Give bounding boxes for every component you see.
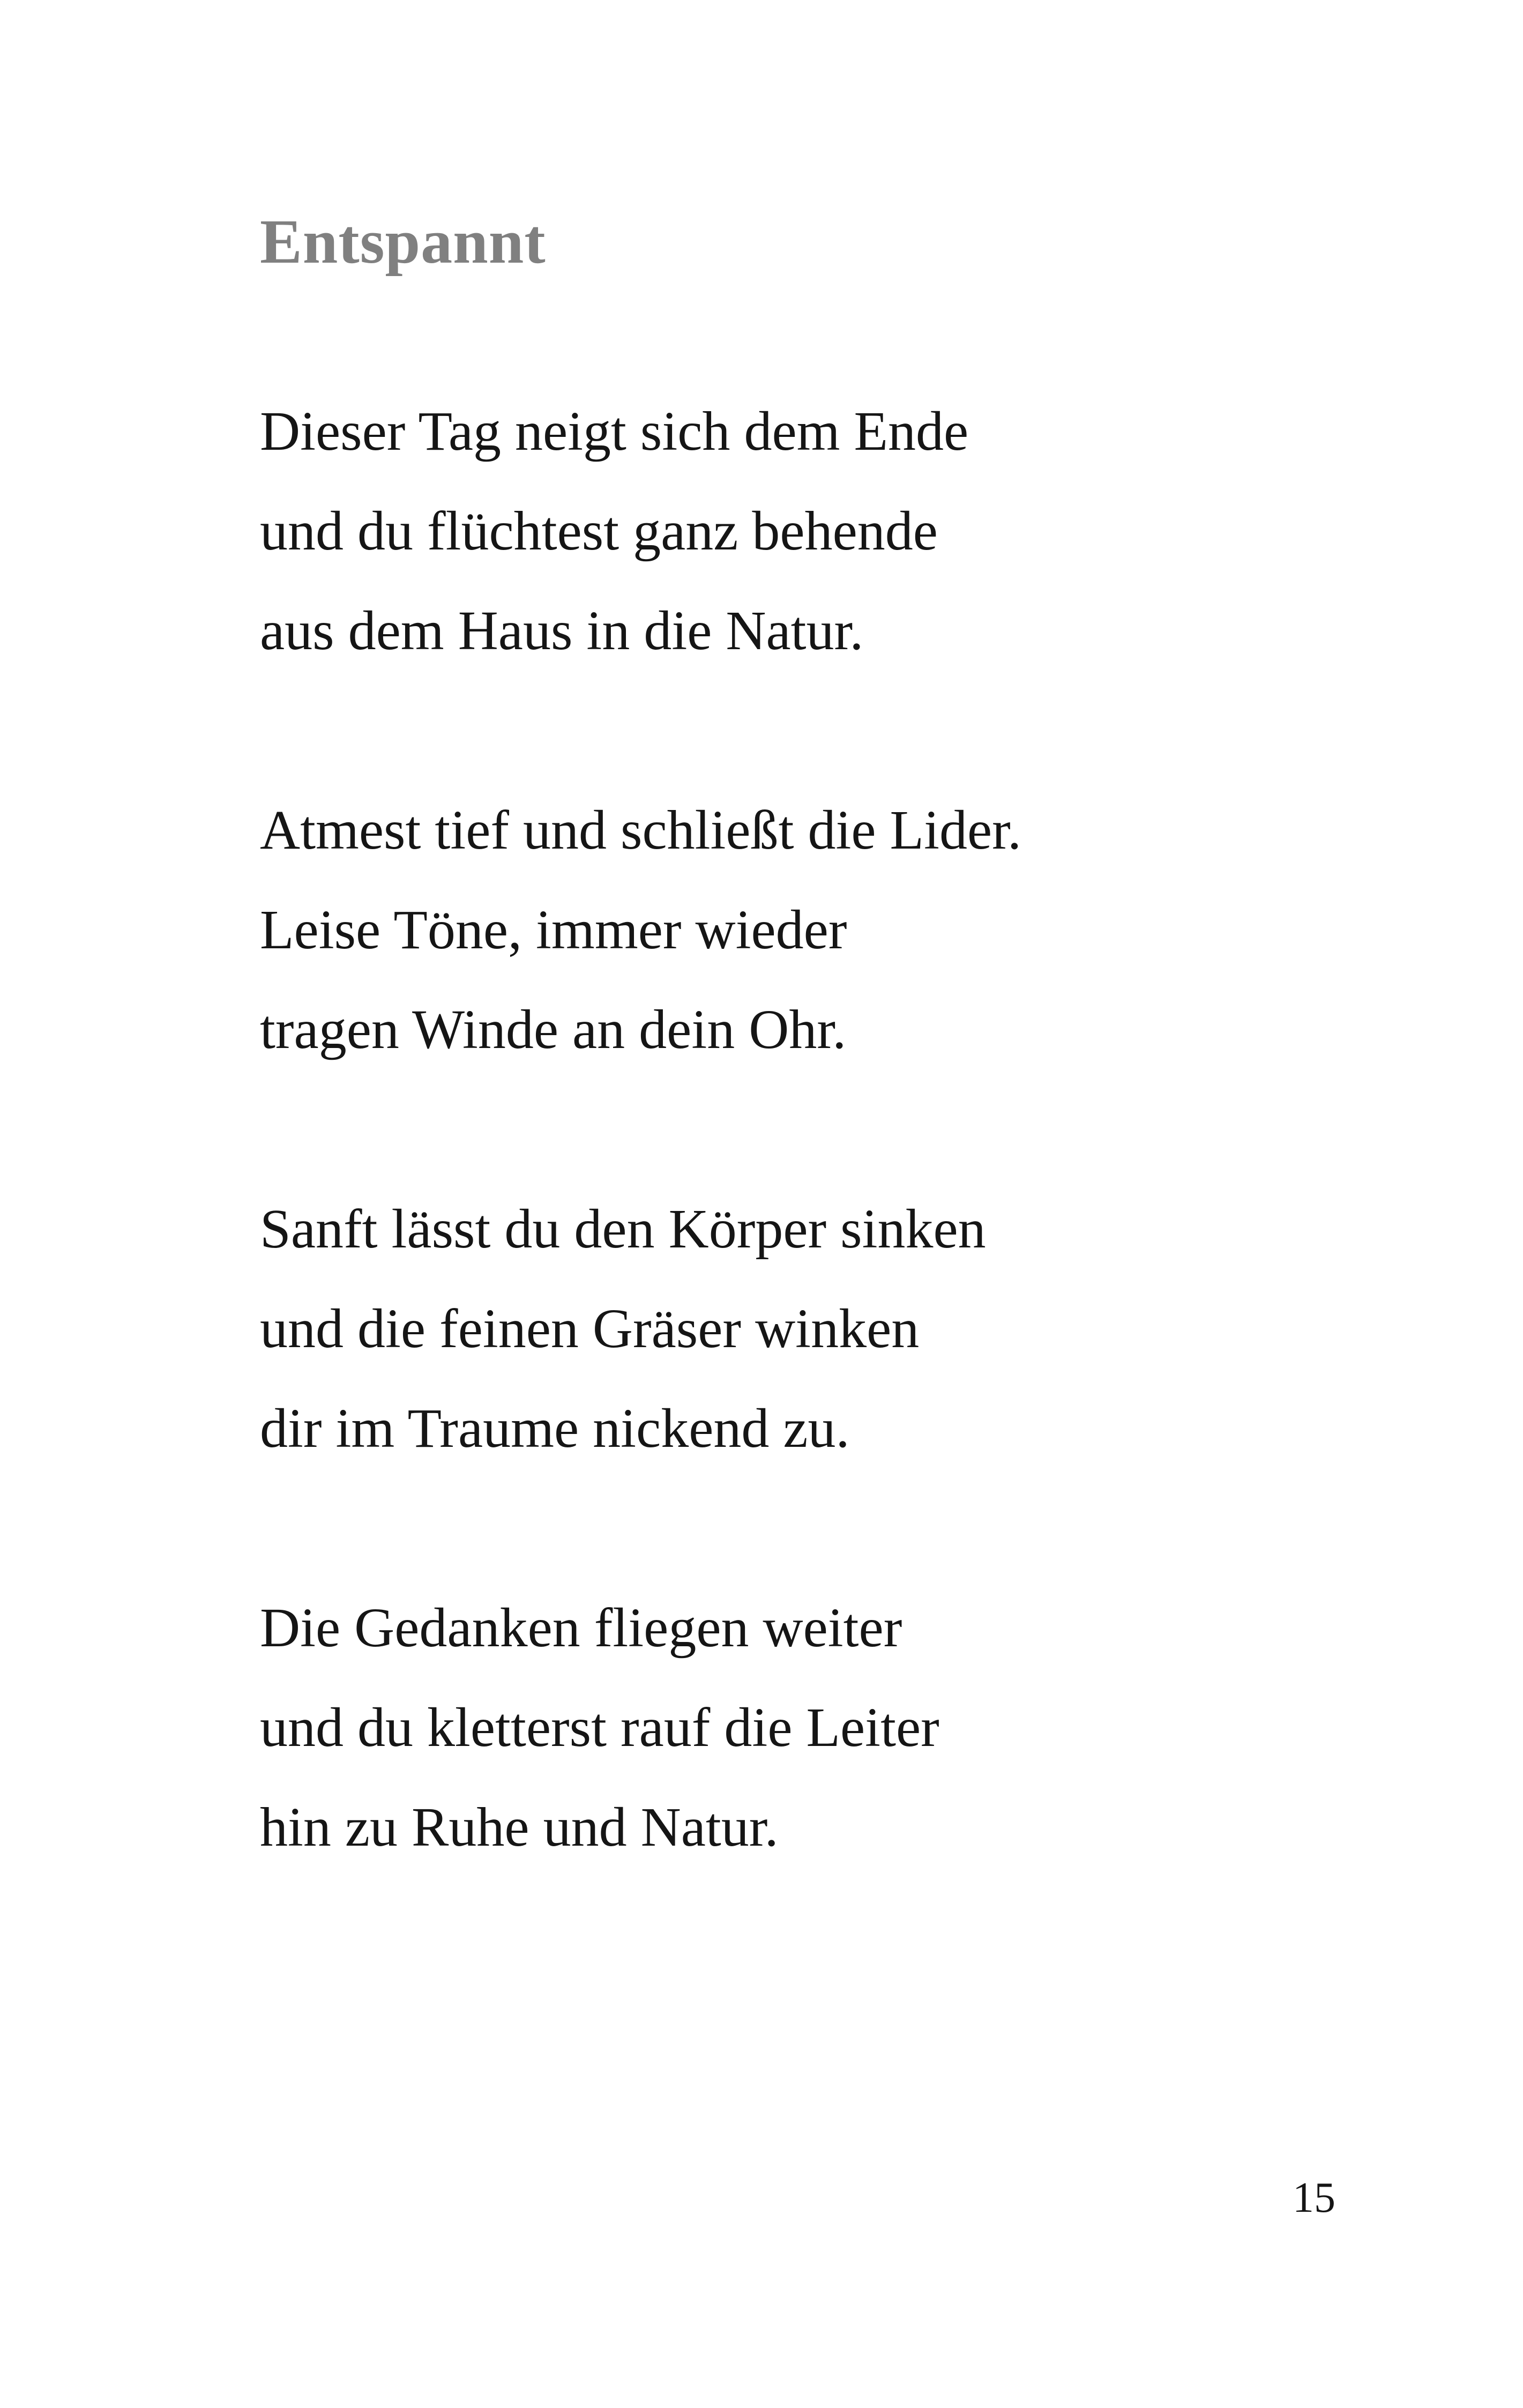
poem-line: dir im Traume nickend zu.: [260, 1398, 850, 1459]
poem-line: Atmest tief und schließt die Lider.: [260, 799, 1022, 861]
poem-line: Dieser Tag neigt sich dem Ende: [260, 400, 969, 462]
poem-line: Die Gedanken fliegen weiter: [260, 1597, 902, 1659]
stanza-2: [260, 781, 1439, 1080]
poem-line: tragen Winde an dein Ohr.: [260, 999, 847, 1060]
poem-line: Leise Töne, immer wieder: [260, 899, 847, 961]
poem-title: Entspannt: [260, 206, 546, 277]
page-number: 15: [1293, 2174, 1335, 2221]
poem-line: aus dem Haus in die Natur.: [260, 600, 864, 662]
stanza-4: [260, 1578, 1439, 1877]
poem-line: und du flüchtest ganz behende: [260, 500, 938, 562]
stanza-1: [260, 382, 1439, 681]
poem-line: hin zu Ruhe und Natur.: [260, 1796, 779, 1858]
stanza-3: [260, 1179, 1439, 1478]
poem-line: Sanft lässt du den Körper sinken: [260, 1198, 986, 1260]
poem-body: [260, 382, 1439, 1977]
poem-line: und du kletterst rauf die Leiter: [260, 1697, 939, 1758]
poem-line: und die feinen Gräser winken: [260, 1298, 920, 1359]
